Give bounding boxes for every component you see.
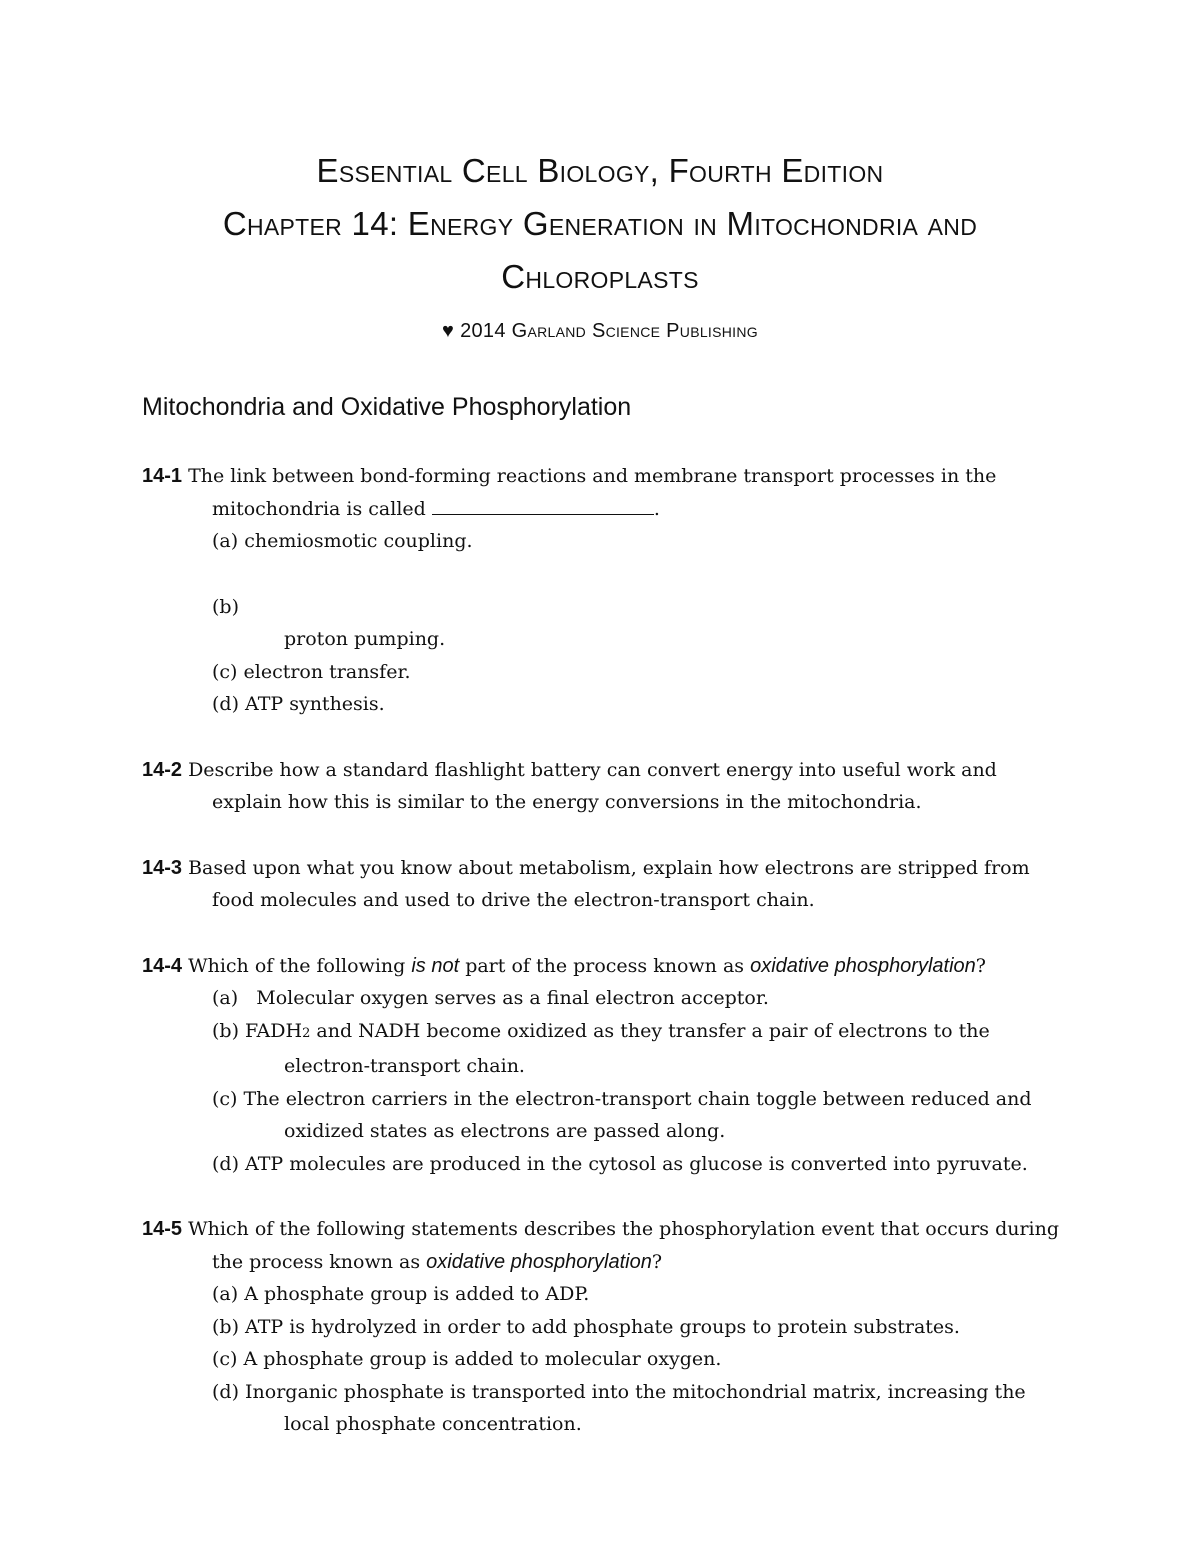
question-mark: ? xyxy=(651,1250,663,1273)
question-14-5 xyxy=(142,1213,1072,1441)
question-14-2 xyxy=(142,754,1072,819)
copyright-line xyxy=(0,318,1200,344)
option-c: (c) A phosphate group is added to molecular oxygen. xyxy=(212,1348,722,1370)
option-b-continued: electron-transport chain. xyxy=(284,1055,525,1077)
option-d: (d) ATP molecules are produced in the cytosol as glucose is converted into pyruvate. xyxy=(212,1152,1028,1175)
option-b-label: (b) xyxy=(212,595,239,618)
question-number: 14-3 xyxy=(142,856,183,879)
period: . xyxy=(653,497,660,520)
option-d-continued: local phosphate concentration. xyxy=(284,1413,582,1435)
answer-blank xyxy=(432,494,654,515)
question-text: Describe how a standard flashlight battery can convert energy into useful work and xyxy=(182,758,997,781)
heart-icon: ♥ xyxy=(442,320,455,342)
chapter-title-continued: Chloroplasts xyxy=(501,258,699,295)
option-b: proton pumping. xyxy=(284,628,446,650)
question-number: 14-2 xyxy=(142,758,183,781)
question-text-continued: mitochondria is called xyxy=(212,497,426,520)
option-d: (d) ATP synthesis. xyxy=(212,693,385,715)
option-a: (a) chemiosmotic coupling. xyxy=(212,530,473,552)
question-text: Which of the following statements describes the phosphorylation event that occurs during xyxy=(182,1218,1060,1240)
chapter-title: Chapter 14: Energy Generation in Mitochondria and xyxy=(222,205,978,242)
option-b-text: and NADH become oxidized as they transfer a pair of electrons to the xyxy=(310,1019,990,1042)
book-title: Essential Cell Biology, Fourth Edition xyxy=(316,152,884,189)
option-b: (b) ATP is hydrolyzed in order to add phosphate groups to protein substrates. xyxy=(212,1315,960,1338)
option-c: (c) The electron carriers in the electron-transport chain toggle between reduced and xyxy=(212,1087,1032,1110)
question-number: 14-1 xyxy=(142,465,183,487)
question-text-continued: the process known as xyxy=(212,1250,427,1273)
question-number: 14-4 xyxy=(142,954,183,977)
question-14-4 xyxy=(142,950,1072,1181)
question-number: 14-5 xyxy=(142,1218,183,1240)
option-c: (c) electron transfer. xyxy=(212,660,411,683)
question-text: The link between bond-forming reactions and membrane transport processes in the xyxy=(182,465,997,487)
option-d: (d) Inorganic phosphate is transported into the mitochondrial matrix, increasing the xyxy=(212,1380,1026,1403)
emphasis-text: oxidative phosphorylation xyxy=(750,954,976,977)
emphasis-text: oxidative phosphorylation xyxy=(426,1250,652,1273)
section-heading: Mitochondria and Oxidative Phosphorylation xyxy=(142,393,632,421)
question-text-continued: food molecules and used to drive the electron-transport chain. xyxy=(212,889,815,911)
emphasis-text: is not xyxy=(411,954,460,977)
option-a: (a) Molecular oxygen serves as a final electron acceptor. xyxy=(212,987,769,1009)
copyright-text: 2014 Garland Science Publishing xyxy=(454,320,758,342)
spacer xyxy=(142,558,1072,591)
option-a: (a) A phosphate group is added to ADP. xyxy=(212,1283,590,1305)
option-b-text: (b) FADH xyxy=(212,1019,303,1042)
question-text: Based upon what you know about metabolism, explain how electrons are stripped from xyxy=(182,856,1030,879)
question-text: Which of the following xyxy=(182,954,412,977)
question-mark: ? xyxy=(975,954,986,977)
question-text-continued: explain how this is similar to the energy conversions in the mitochondria. xyxy=(212,791,922,813)
document-title-block xyxy=(0,148,1200,344)
question-14-3 xyxy=(142,852,1072,917)
option-b xyxy=(142,1015,1072,1051)
option-c-continued: oxidized states as electrons are passed along. xyxy=(284,1120,726,1142)
subscript: 2 xyxy=(302,1025,311,1041)
question-text: part of the process known as xyxy=(459,954,751,977)
question-14-1 xyxy=(142,460,1072,721)
question-list xyxy=(142,460,1072,1474)
